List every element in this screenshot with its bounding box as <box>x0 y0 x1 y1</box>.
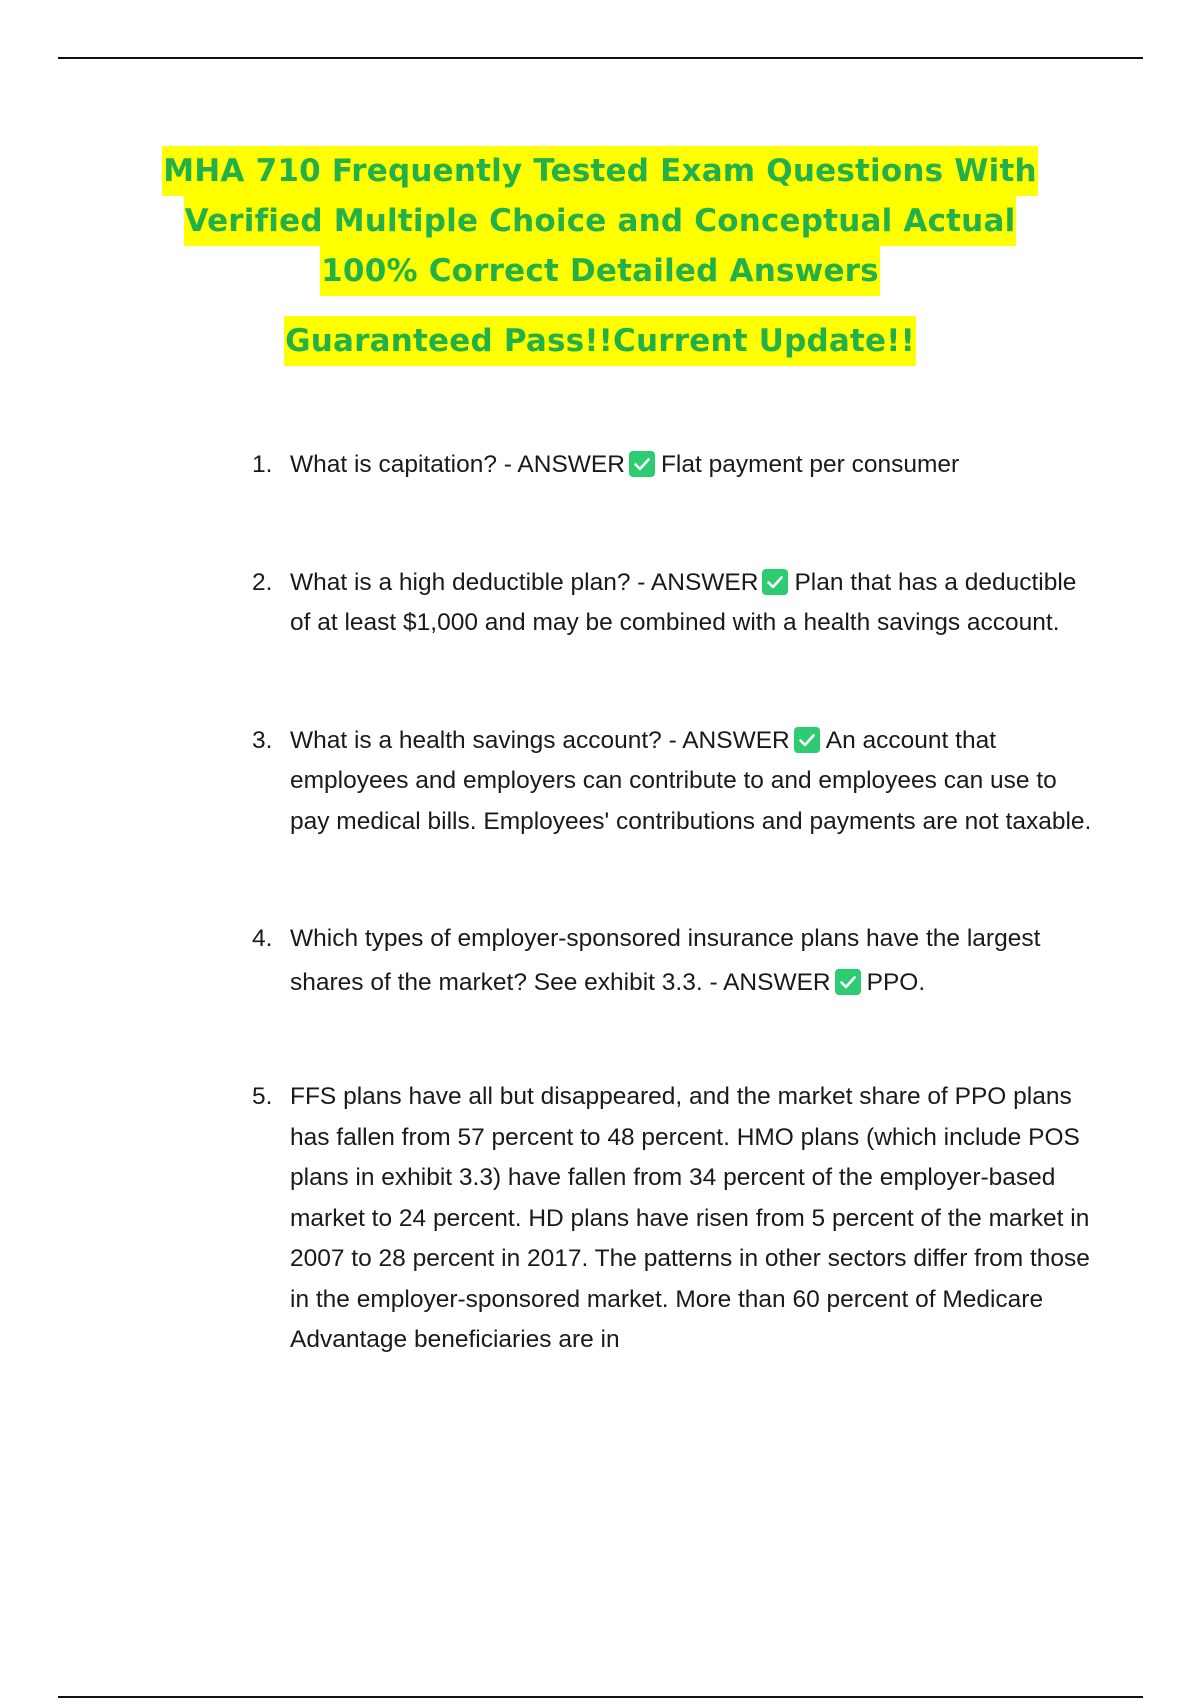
list-item <box>252 1077 1092 1361</box>
item-number: 2. <box>252 568 273 596</box>
answer-text: Plan that has a deductible of at least $1,000 and may be combined with a health savings account. <box>290 568 1077 636</box>
list-item <box>252 721 1092 843</box>
title-line-2: Verified Multiple Choice and Conceptual Actual <box>184 196 1017 246</box>
answer-text: Flat payment per consumer <box>660 451 960 478</box>
item-number: 5. <box>252 1083 273 1110</box>
document-title <box>150 146 1050 366</box>
list-item <box>252 917 1092 1005</box>
item-number: 1. <box>252 451 273 478</box>
title-line-1: MHA 710 Frequently Tested Exam Questions With <box>162 146 1038 196</box>
question-text: What is a high deductible plan? - ANSWER <box>290 568 759 596</box>
item-number: 3. <box>252 726 273 754</box>
item-number: 4. <box>252 925 273 952</box>
question-text: Which types of employer-sponsored insurance plans have the largest shares of the market? See exhibit 3.3. - ANSWER <box>290 925 1041 996</box>
check-mark-icon <box>762 569 788 595</box>
answer-text: PPO. <box>866 969 926 996</box>
list-item <box>252 563 1092 644</box>
answer-text: An account that employees and employers can contribute to and employees can use to pay medical bills. Employees' contributions and payments are not taxable. <box>290 726 1092 835</box>
paragraph-text: FFS plans have all but disappeared, and the market share of PPO plans has fallen from 57 percent to 48 percent. HMO plans (which include POS plans in exhibit 3.3) have fallen from 34 percent of the employer-based market to 24 percent. HD plans have risen from 5 percent of the market in 2007 to 28 percent in 2017. The patterns in other sectors differ from those in the employer-sponsored market. More than 60 percent of Medicare Advantage beneficiaries are in <box>290 1083 1090 1353</box>
title-line-3: 100% Correct Detailed Answers <box>320 246 880 296</box>
check-mark-icon <box>629 451 655 477</box>
footer-rule <box>58 1696 1143 1698</box>
list-item <box>252 445 1092 486</box>
question-text: What is capitation? - ANSWER <box>290 451 625 478</box>
check-mark-icon <box>835 969 861 995</box>
question-list <box>252 445 1092 1361</box>
subtitle: Guaranteed Pass!!Current Update!! <box>284 316 916 366</box>
question-text: What is a health savings account? - ANSWER <box>290 726 790 754</box>
check-mark-icon <box>794 727 820 753</box>
header-rule <box>58 57 1143 59</box>
